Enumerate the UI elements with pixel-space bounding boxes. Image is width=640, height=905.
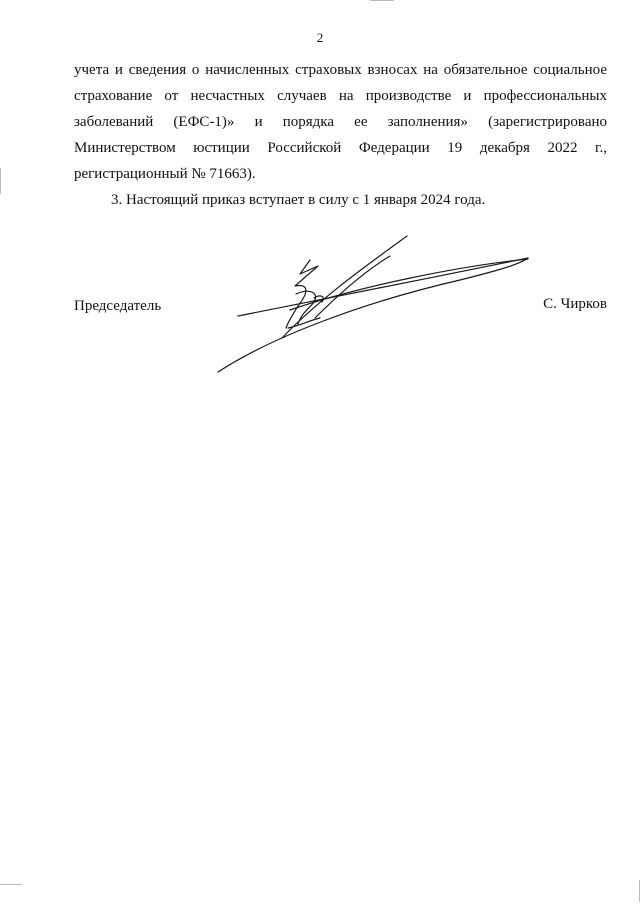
text-line: регистрационный № 71663). xyxy=(74,166,256,182)
handwritten-signature xyxy=(210,228,540,378)
scan-edge-mark xyxy=(0,884,22,885)
text-line: страхование от несчастных случаев на производстве и профессиональных xyxy=(74,88,607,104)
paragraph-2: 3. Настоящий приказ вступает в силу с 1 января 2024 года. xyxy=(111,192,486,208)
scan-edge-mark xyxy=(0,168,1,194)
scan-edge-mark xyxy=(370,0,394,1)
page-number: 2 xyxy=(316,30,324,45)
signer-name: С. Чирков xyxy=(543,296,607,312)
text-line: заболеваний (ЕФС-1)» и порядка ее заполнения» (зарегистрировано xyxy=(74,114,607,130)
signer-title: Председатель xyxy=(74,298,162,314)
text-line: учета и сведения о начисленных страховых взносах на обязательное социальное xyxy=(74,62,607,78)
paragraph-1 xyxy=(74,57,607,187)
text-line: Министерством юстиции Российской Федерации 19 декабря 2022 г., xyxy=(74,140,607,156)
